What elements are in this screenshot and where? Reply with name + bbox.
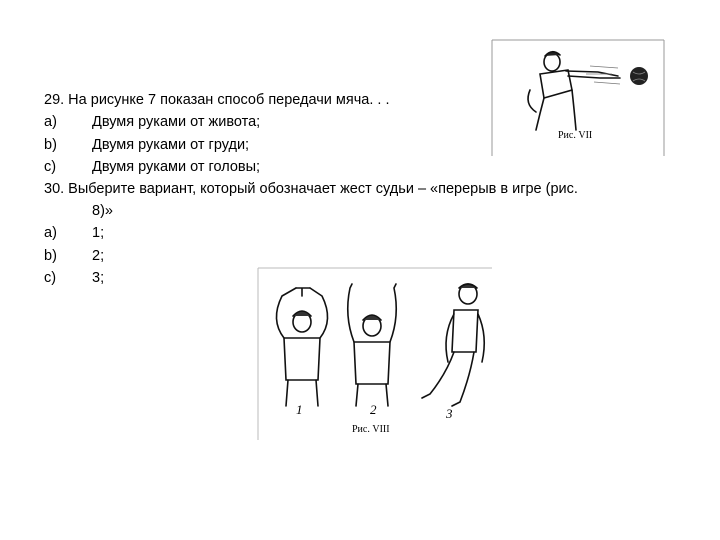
figure-8-number-1: 1 xyxy=(296,402,303,417)
figure-7-illustration xyxy=(490,38,666,160)
referee-figure-3 xyxy=(422,284,484,406)
figure-7-caption: Рис. VII xyxy=(558,130,593,141)
option-text: Двумя руками от живота; xyxy=(92,114,261,130)
option-label: c) xyxy=(44,159,57,175)
question-30-title-line1: 30. Выберите вариант, который обозначает жест судьи – «перерыв в игре (рис. xyxy=(44,181,578,197)
figure-7 xyxy=(490,38,666,160)
option-text: 1; xyxy=(92,225,105,241)
figure-8 xyxy=(256,266,496,442)
referee-figure-1 xyxy=(276,288,327,406)
option-label: a) xyxy=(44,225,57,241)
option-text: 2; xyxy=(92,248,105,264)
question-30-title-line2: 8)» xyxy=(92,203,113,219)
option-label: c) xyxy=(44,270,57,286)
option-text: 3; xyxy=(92,270,105,286)
option-label: a) xyxy=(44,114,57,130)
referee-figure-2 xyxy=(348,284,397,406)
figure-8-caption: Рис. VIII xyxy=(352,424,390,435)
option-text: Двумя руками от головы; xyxy=(92,159,261,175)
option-label: b) xyxy=(44,248,57,264)
option-text: Двумя руками от груди; xyxy=(92,137,250,153)
figure-8-number-3: 3 xyxy=(446,406,453,421)
ball-icon xyxy=(630,67,648,85)
figure-8-number-2: 2 xyxy=(370,402,377,417)
option-label: b) xyxy=(44,137,57,153)
question-29-title: 29. На рисунке 7 показан способ передачи мяча. . . xyxy=(44,92,390,108)
